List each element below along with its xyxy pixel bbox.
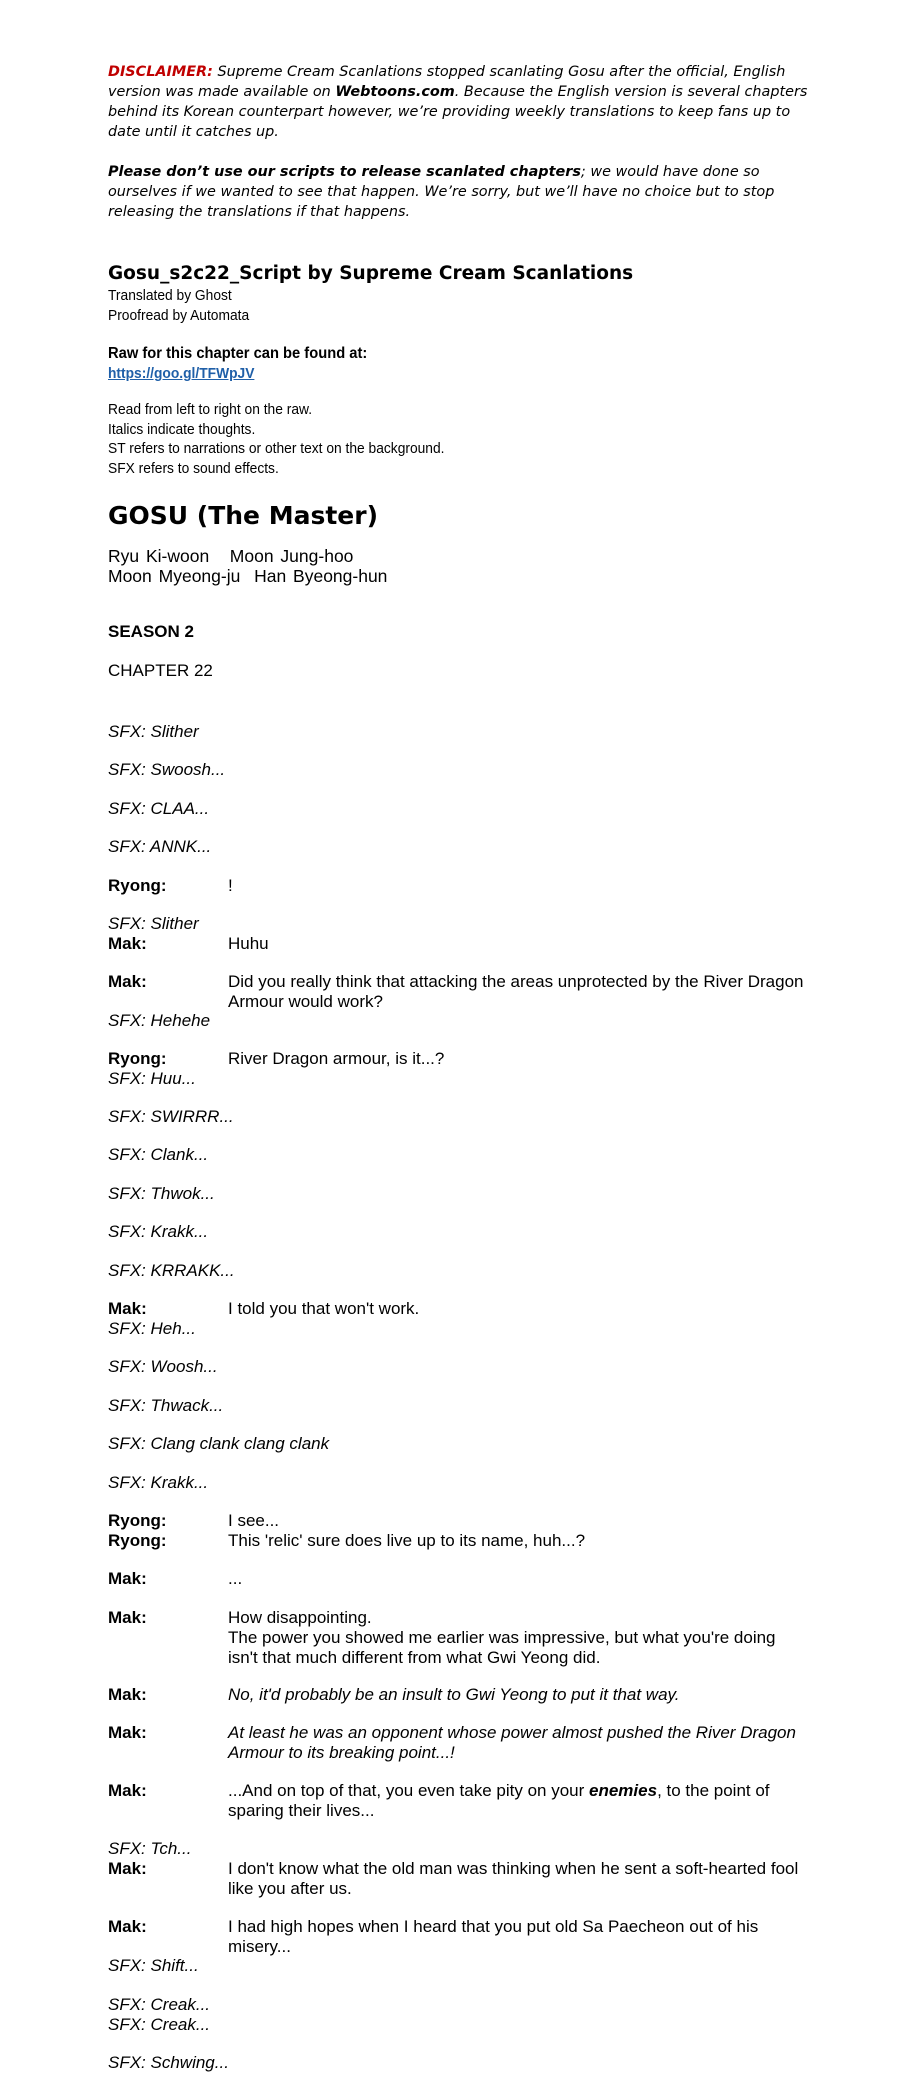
dialogue-text-part: , to the point of sparing their lives... xyxy=(228,1781,770,1820)
dialogue-text: This 'relic' sure does live up to its name, huh...? xyxy=(228,1531,586,1550)
warning-paragraph xyxy=(108,162,808,222)
dialogue-text-part: ...And on top of that, you even take pity on your xyxy=(228,1781,590,1800)
note-item: Read from left to right on the raw. xyxy=(108,401,313,418)
sfx-line: SFX: Clang clank clang clank xyxy=(108,1434,330,1453)
dialogue-text xyxy=(228,1608,808,1668)
disclaimer-text-2: . Because the English version is several chapters behind its Korean counterpart however, we’re providing weekly translations to keep fans up to date until it catches up. xyxy=(108,84,808,140)
sfx-line: SFX: SWIRRR... xyxy=(108,1107,234,1126)
note-item: SFX refers to sound effects. xyxy=(108,459,279,477)
speaker-name: Mak: xyxy=(108,1781,147,1800)
speaker-name: Mak: xyxy=(108,1917,147,1936)
speaker-name: Mak: xyxy=(108,1299,147,1318)
sfx-line: SFX: Slither xyxy=(108,914,199,933)
speaker-name: Mak: xyxy=(108,972,147,991)
sfx-line: SFX: Krakk... xyxy=(108,1473,209,1492)
sfx-line: SFX: Shift... xyxy=(108,1956,199,1975)
speaker-name: Ryong: xyxy=(108,876,167,895)
disclaimer-text-1: Supreme Cream Scanlations stopped scanlating Gosu after the official, English version was made available on xyxy=(108,64,786,100)
dialogue-text: I told you that won't work. xyxy=(228,1299,420,1318)
speaker-name: Mak: xyxy=(108,1859,147,1878)
speaker-name: Ryong: xyxy=(108,1049,167,1068)
sfx-line: SFX: Hehehe xyxy=(108,1011,211,1030)
dialogue-text: Huhu xyxy=(228,934,269,953)
chapter-label: CHAPTER 22 xyxy=(108,661,213,680)
warning-bold: Please don’t use our scripts to release scanlated chapters xyxy=(108,164,581,180)
thought-text: No, it'd probably be an insult to Gwi Yeong to put it that way. xyxy=(228,1685,680,1704)
speaker-name: Mak: xyxy=(108,934,147,953)
dialogue-text-line: The power you showed me earlier was impressive, but what you're doing isn't that much different from what Gwi Yeong did. xyxy=(228,1628,776,1667)
dialogue-text: I see... xyxy=(228,1511,280,1530)
season-label: SEASON 2 xyxy=(108,622,194,641)
sfx-line: SFX: Thwok... xyxy=(108,1184,215,1203)
series-title: GOSU (The Master) xyxy=(108,501,379,530)
note-item: Italics indicate thoughts. xyxy=(108,420,256,438)
sfx-line: SFX: Krakk... xyxy=(108,1222,209,1241)
speaker-name: Mak: xyxy=(108,1685,147,1704)
raw-heading: Raw for this chapter can be found at: xyxy=(108,345,368,362)
character-list xyxy=(108,546,808,586)
sfx-line: SFX: Slither xyxy=(108,722,199,741)
raw-link[interactable]: https://goo.gl/TFWpJV xyxy=(108,365,255,382)
speaker-name: Mak: xyxy=(108,1723,147,1742)
sfx-line: SFX: KRRAKK... xyxy=(108,1261,235,1280)
sfx-line: SFX: Thwack... xyxy=(108,1396,224,1415)
sfx-line: SFX: Huu... xyxy=(108,1069,196,1088)
sfx-line: SFX: Woosh... xyxy=(108,1357,218,1376)
sfx-line: SFX: ANNK... xyxy=(108,837,212,856)
warning-text: ; we would have done so ourselves if we wanted to see that happen. We’re sorry, but we’ll have no choice but to stop releasing the translations if that happens. xyxy=(108,164,775,220)
disclaimer-label: DISCLAIMER: xyxy=(108,64,213,80)
character-row: Ryu Ki-woon Moon Jung-hoo xyxy=(108,546,354,566)
note-item: ST refers to narrations or other text on the background. xyxy=(108,440,445,457)
speaker-name: Ryong: xyxy=(108,1511,167,1530)
thought-text: At least he was an opponent whose power almost pushed the River Dragon Armour to its breaking point...! xyxy=(228,1723,796,1762)
character-row: Moon Myeong-ju Han Byeong-hun xyxy=(108,566,388,586)
script-page xyxy=(108,62,808,2072)
disclaimer-paragraph xyxy=(108,62,808,142)
emphasis-text: enemies xyxy=(589,1781,658,1800)
speaker-name: Ryong: xyxy=(108,1531,167,1550)
speaker-name: Mak: xyxy=(108,1569,147,1588)
dialogue-text xyxy=(228,1781,808,1821)
sfx-line: SFX: Swoosh... xyxy=(108,760,226,779)
dialogue-text: River Dragon armour, is it...? xyxy=(228,1049,445,1068)
sfx-line: SFX: Schwing... xyxy=(108,2053,229,2072)
sfx-line: SFX: Clank... xyxy=(108,1145,209,1164)
speaker-name: Mak: xyxy=(108,1608,147,1627)
dialogue-text-line: How disappointing. xyxy=(228,1608,372,1627)
reading-notes xyxy=(108,400,752,478)
sfx-line: SFX: Heh... xyxy=(108,1319,196,1338)
dialogue-text: I don't know what the old man was thinking when he sent a soft-hearted fool like you after us. xyxy=(228,1859,799,1898)
sfx-line: SFX: Creak... xyxy=(108,1995,211,2014)
script-title: Gosu_s2c22_Script by Supreme Cream Scanlations xyxy=(108,263,634,284)
dialogue-text: ... xyxy=(228,1569,243,1588)
dialogue-text: I had high hopes when I heard that you put old Sa Paecheon out of his misery... xyxy=(228,1917,759,1956)
dialogue-text: ! xyxy=(228,876,233,895)
translator-credit: Translated by Ghost xyxy=(108,287,232,304)
sfx-line: SFX: Creak... xyxy=(108,2015,211,2034)
sfx-line: SFX: CLAA... xyxy=(108,799,210,818)
sfx-line: SFX: Tch... xyxy=(108,1839,192,1858)
disclaimer-site: Webtoons.com xyxy=(335,84,455,100)
proofreader-credit: Proofread by Automata xyxy=(108,307,250,324)
dialogue-text: Did you really think that attacking the areas unprotected by the River Dragon Armour would work? xyxy=(228,972,804,1011)
